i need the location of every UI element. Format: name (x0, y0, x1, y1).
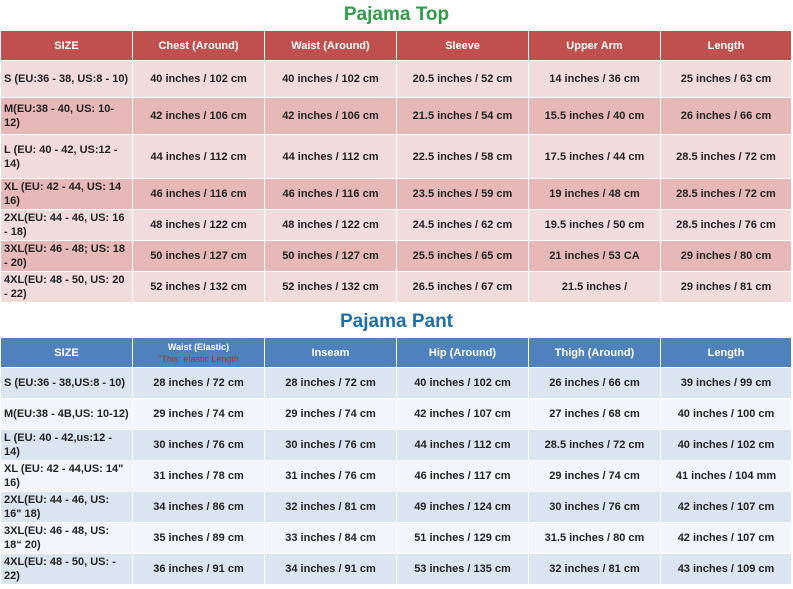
pant-size-table (0, 337, 792, 585)
top-size-cell: S (EU:36 - 38, US:8 - 10) (1, 61, 133, 98)
top-value-cell: 15.5 inches / 40 cm (529, 98, 661, 135)
pant-header-thigh: Thigh (Around) (529, 338, 661, 368)
top-size-cell: 4XL(EU: 48 - 50, US: 20 - 22) (1, 272, 133, 303)
pant-size-cell: L (EU: 40 - 42,us:12 - 14) (1, 430, 133, 461)
top-title: Pajama Top (343, 4, 450, 25)
pant-value-cell: 41 inches / 104 mm (661, 461, 792, 492)
pant-table-row (1, 461, 792, 492)
top-value-cell: 48 inches / 122 cm (133, 210, 265, 241)
top-value-cell: 29 inches / 81 cm (661, 272, 792, 303)
top-value-cell: 22.5 inches / 58 cm (397, 135, 529, 179)
top-size-cell: 3XL(EU: 46 - 48; US: 18 - 20) (1, 241, 133, 272)
top-value-cell: 44 inches / 112 cm (265, 135, 397, 179)
pant-value-cell: 34 inches / 86 cm (133, 492, 265, 523)
top-table-row (1, 61, 792, 98)
top-value-cell: 52 inches / 132 cm (265, 272, 397, 303)
pant-size-cell: 4XL(EU: 48 - 50, US: - 22) (1, 554, 133, 585)
pant-value-cell: 53 inches / 135 cm (397, 554, 529, 585)
top-table-row (1, 241, 792, 272)
pant-value-cell: 40 inches / 102 cm (397, 368, 529, 399)
top-value-cell: 42 inches / 106 cm (133, 98, 265, 135)
pant-value-cell: 31.5 inches / 80 cm (529, 523, 661, 554)
top-value-cell: 28.5 inches / 72 cm (661, 135, 792, 179)
pant-value-cell: 30 inches / 76 cm (529, 492, 661, 523)
pant-size-cell: XL (EU: 42 - 44,US: 14" 16) (1, 461, 133, 492)
top-header-sleeve: Sleeve (397, 31, 529, 61)
top-header-waist: Waist (Around) (265, 31, 397, 61)
pant-value-cell: 49 inches / 124 cm (397, 492, 529, 523)
top-table-row (1, 135, 792, 179)
top-value-cell: 21.5 inches / (529, 272, 661, 303)
pant-size-cell: S (EU:36 - 38,US:8 - 10) (1, 368, 133, 399)
top-table-row (1, 98, 792, 135)
pant-size-cell: 2XL(EU: 44 - 46, US: 16" 18) (1, 492, 133, 523)
top-value-cell: 42 inches / 106 cm (265, 98, 397, 135)
pant-value-cell: 26 inches / 66 cm (529, 368, 661, 399)
top-size-cell: M(EU:38 - 40, US: 10-12) (1, 98, 133, 135)
top-value-cell: 48 inches / 122 cm (265, 210, 397, 241)
top-value-cell: 44 inches / 112 cm (133, 135, 265, 179)
pant-header-row (1, 338, 792, 368)
pant-size-cell: M(EU:38 - 4B,US: 10-12) (1, 399, 133, 430)
top-table-row (1, 210, 792, 241)
top-value-cell: 14 inches / 36 cm (529, 61, 661, 98)
pant-value-cell: 27 inches / 68 cm (529, 399, 661, 430)
top-header-length: Length (661, 31, 792, 61)
pant-value-cell: 34 inches / 91 cm (265, 554, 397, 585)
pant-value-cell: 40 inches / 100 cm (661, 399, 792, 430)
pant-value-cell: 42 inches / 107 cm (661, 523, 792, 554)
pant-value-cell: 31 inches / 78 cm (133, 461, 265, 492)
pant-value-cell: 36 inches / 91 cm (133, 554, 265, 585)
top-value-cell: 29 inches / 80 cm (661, 241, 792, 272)
pant-value-cell: 35 inches / 89 cm (133, 523, 265, 554)
pant-table-row (1, 368, 792, 399)
pant-table-row (1, 554, 792, 585)
top-value-cell: 40 inches / 102 cm (133, 61, 265, 98)
top-value-cell: 19.5 inches / 50 cm (529, 210, 661, 241)
top-value-cell: 40 inches / 102 cm (265, 61, 397, 98)
top-value-cell: 50 inches / 127 cm (133, 241, 265, 272)
top-value-cell: 50 inches / 127 cm (265, 241, 397, 272)
top-size-cell: XL (EU: 42 - 44, US: 14 16) (1, 179, 133, 210)
top-value-cell: 17.5 inches / 44 cm (529, 135, 661, 179)
pant-table-row (1, 492, 792, 523)
top-value-cell: 28.5 inches / 72 cm (661, 179, 792, 210)
pant-value-cell: 46 inches / 117 cm (397, 461, 529, 492)
pant-value-cell: 33 inches / 84 cm (265, 523, 397, 554)
pant-value-cell: 29 inches / 74 cm (529, 461, 661, 492)
pant-header-waist-label: Waist (Elastic) (167, 342, 230, 352)
pant-value-cell: 28.5 inches / 72 cm (529, 430, 661, 461)
pant-value-cell: 42 inches / 107 cm (661, 492, 792, 523)
pant-title: Pajama Pant (340, 311, 453, 332)
top-size-cell: L (EU: 40 - 42, US:12 - 14) (1, 135, 133, 179)
pant-value-cell: 32 inches / 81 cm (265, 492, 397, 523)
top-value-cell: 46 inches / 116 cm (265, 179, 397, 210)
top-header-row (1, 31, 792, 61)
pant-table-row (1, 523, 792, 554)
pant-value-cell: 28 inches / 72 cm (265, 368, 397, 399)
top-value-cell: 52 inches / 132 cm (133, 272, 265, 303)
pant-value-cell: 29 inches / 74 cm (265, 399, 397, 430)
top-value-cell: 26 inches / 66 cm (661, 98, 792, 135)
top-value-cell: 25 inches / 63 cm (661, 61, 792, 98)
top-value-cell: 21.5 inches / 54 cm (397, 98, 529, 135)
top-value-cell: 28.5 inches / 76 cm (661, 210, 792, 241)
top-value-cell: 23.5 inches / 59 cm (397, 179, 529, 210)
pant-value-cell: 43 inches / 109 cm (661, 554, 792, 585)
pant-value-cell: 29 inches / 74 cm (133, 399, 265, 430)
pant-value-cell: 39 inches / 99 cm (661, 368, 792, 399)
pant-header-length: Length (661, 338, 792, 368)
top-header-chest: Chest (Around) (133, 31, 265, 61)
pant-value-cell: 31 inches / 76 cm (265, 461, 397, 492)
pant-value-cell: 40 inches / 102 cm (661, 430, 792, 461)
top-value-cell: 26.5 inches / 67 cm (397, 272, 529, 303)
top-size-table (0, 30, 792, 303)
top-size-cell: 2XL(EU: 44 - 46, US: 16 - 18) (1, 210, 133, 241)
top-header-size: SIZE (1, 31, 133, 61)
pant-header-size: SIZE (1, 338, 133, 368)
pant-table-row (1, 430, 792, 461)
pant-value-cell: 32 inches / 81 cm (529, 554, 661, 585)
pant-value-cell: 42 inches / 107 cm (397, 399, 529, 430)
top-header-upper-arm: Upper Arm (529, 31, 661, 61)
top-value-cell: 25.5 inches / 65 cm (397, 241, 529, 272)
top-value-cell: 21 inches / 53 CA (529, 241, 661, 272)
top-value-cell: 46 inches / 116 cm (133, 179, 265, 210)
pant-value-cell: 28 inches / 72 cm (133, 368, 265, 399)
pant-value-cell: 30 inches / 76 cm (265, 430, 397, 461)
top-value-cell: 19 inches / 48 cm (529, 179, 661, 210)
pant-table-row (1, 399, 792, 430)
pant-header-inseam: Inseam (265, 338, 397, 368)
top-value-cell: 20.5 inches / 52 cm (397, 61, 529, 98)
pant-header-waist-note: "This: elastic Length (158, 354, 239, 364)
pant-header-waist (133, 338, 265, 368)
pant-header-hip: Hip (Around) (397, 338, 529, 368)
top-table-row (1, 272, 792, 303)
top-table-row (1, 179, 792, 210)
top-value-cell: 24.5 inches / 62 cm (397, 210, 529, 241)
pant-value-cell: 51 inches / 129 cm (397, 523, 529, 554)
pant-size-cell: 3XL(EU: 46 - 48, US: 18“ 20) (1, 523, 133, 554)
pant-value-cell: 44 inches / 112 cm (397, 430, 529, 461)
pant-value-cell: 30 inches / 76 cm (133, 430, 265, 461)
